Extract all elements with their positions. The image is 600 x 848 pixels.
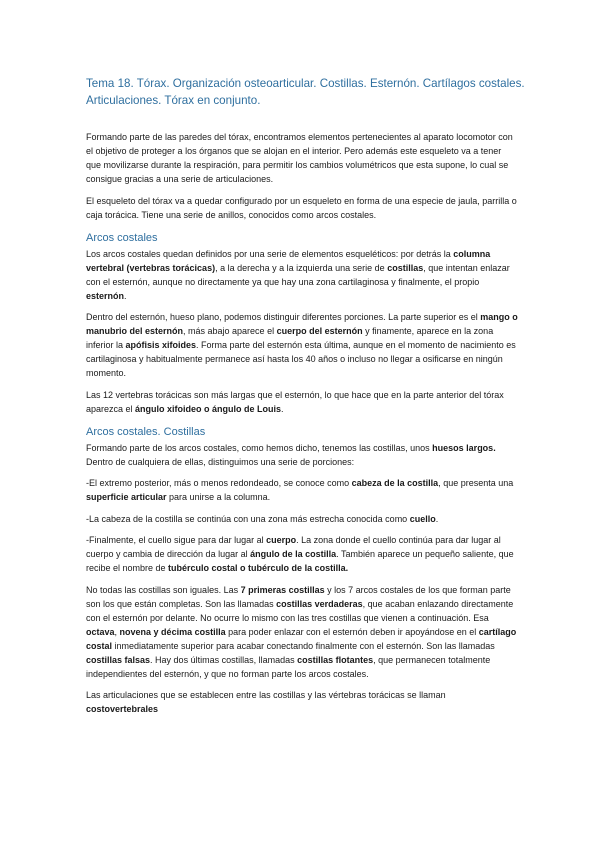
text-run: , que presenta una	[438, 478, 514, 488]
text-run: para unirse a la columna.	[166, 492, 271, 502]
text-run: -La cabeza de la costilla se continúa con una zona más estrecha conocida como	[86, 513, 410, 524]
text-run: -Finalmente, el cuello sigue para dar lugar al	[86, 535, 267, 545]
text-run: Dentro de cualquiera de ellas, distinguimos una serie de porciones:	[86, 456, 355, 467]
text-run: y los 7 arcos costales de los que forman parte son los que están completas. Son las llamadas	[86, 584, 511, 609]
paragraph	[86, 688, 518, 716]
paragraph	[86, 476, 518, 504]
bold-term: cuerpo	[266, 535, 297, 545]
paragraph	[86, 130, 518, 186]
text-run: Las articulaciones que se establecen entre las costillas y las vértebras torácicas se llaman	[86, 690, 446, 700]
bold-term: 7 primeras costillas	[240, 584, 325, 595]
bold-term: cabeza de la costilla	[351, 478, 439, 488]
text-run: . También aparece un pequeño saliente, que recibe el nombre de	[86, 549, 514, 573]
bold-term: tubérculo costal o tubérculo de la costilla.	[168, 563, 349, 573]
paragraph	[86, 533, 518, 575]
text-run: , a la derecha y a la izquierda una serie de	[215, 262, 388, 273]
bold-term: columna vertebral (vertebras torácicas)	[86, 248, 491, 273]
paragraph	[86, 247, 518, 303]
bold-term: esternón	[86, 290, 125, 301]
text-run: El esqueleto del tórax va a quedar configurado por un esqueleto en forma de una especie de jaula, parrilla o caja torácica. Tiene una serie de anillos, conocidos como arcos costales.	[86, 195, 517, 220]
page-title: Tema 18. Tórax. Organización osteoarticular. Costillas. Esternón. Cartílagos costales. Articulaciones. Tórax en conjunto.	[86, 77, 525, 107]
paragraph	[86, 441, 518, 469]
text-run: Las 12 vertebras torácicas son más largas que el esternón, lo que hace que en la parte anterior del tórax aparezca el	[86, 389, 504, 414]
bold-term: costillas verdaderas	[276, 598, 363, 609]
document-body	[86, 130, 518, 724]
text-run: Formando parte de las paredes del tórax, encontramos elementos pertenecientes al aparato locomotor con el objetivo de proteger a los órganos que se alojan en el interior. Pero además este esqueleto va a tener que movilizarse durante la respiración, para permitir los cambios volumétricos que esta supone, lo cual se consigue gracias a una serie de articulaciones.	[86, 132, 513, 184]
text-run: Los arcos costales quedan definidos por una serie de elementos esqueléticos: por detrás la	[86, 248, 454, 259]
section-heading: Arcos costales. Costillas	[86, 425, 206, 438]
text-run: , que permanecen totalmente independientes del esternón, y que no forman parte los arcos costales.	[86, 654, 491, 679]
paragraph	[86, 512, 518, 526]
text-run: . Hay dos últimas costillas, llamadas	[150, 654, 298, 665]
text-run: para poder enlazar con el esternón deben ir apoyándose en el	[225, 626, 479, 637]
bold-term: costillas	[387, 262, 424, 273]
text-run: . La zona donde el cuello continúa para dar lugar al cuerpo y cambia de dirección da lugar al	[86, 535, 501, 559]
paragraph	[86, 388, 518, 416]
text-run: . Forma parte del esternón esta última, aunque en el momento de nacimiento es cartilaginosa y habitualmente permanece así hasta los 40 años o incluso no llegar a osificarse en ningún momento.	[86, 340, 516, 378]
paragraph	[86, 194, 518, 222]
bold-term: octava	[86, 626, 115, 637]
text-run: .	[435, 513, 439, 524]
bold-term: novena y décima costilla	[119, 626, 226, 637]
text-run: .	[124, 290, 127, 301]
text-run: , que acaban enlazando directamente con el esternón por delante. No ocurre lo mismo con las tres costillas que vienen a continuación. Esa	[86, 598, 514, 623]
bold-term: ángulo xifoideo o ángulo de Louis	[135, 403, 282, 414]
bold-term: costillas falsas	[86, 654, 151, 665]
bold-term: costillas flotantes	[297, 654, 374, 665]
bold-term: superficie articular	[86, 492, 167, 502]
bold-term: huesos largos.	[432, 442, 496, 453]
bold-term: cuello	[409, 513, 436, 524]
paragraph	[86, 310, 518, 380]
paragraph	[86, 583, 518, 681]
bold-term: apófisis xifoides	[125, 340, 197, 350]
text-run: Dentro del esternón, hueso plano, podemos distinguir diferentes porciones. La parte superior es el	[86, 312, 481, 322]
bold-term: mango o manubrio del esternón	[86, 312, 518, 336]
text-run: -El extremo posterior, más o menos redondeado, se conoce como	[86, 478, 352, 488]
text-run: inmediatamente superior para acabar conectando finalmente con el esternón. Son las llamadas	[112, 640, 495, 651]
text-run: Formando parte de los arcos costales, como hemos dicho, tenemos las costillas, unos	[86, 442, 433, 453]
bold-term: cartílago costal	[86, 626, 517, 651]
bold-term: costovertebrales	[86, 704, 159, 714]
text-run: , que intentan enlazar con el esternón, aunque no directamente ya que hay una zona cartilaginosa y finalmente, el propio	[86, 262, 510, 287]
bold-term: cuerpo del esternón	[276, 326, 363, 336]
text-run: , más abajo aparece el	[183, 326, 277, 336]
text-run: y finamente, aparece en la zona inferior la	[86, 326, 494, 350]
text-run: .	[281, 403, 284, 414]
bold-term: ángulo de la costilla	[250, 549, 337, 559]
text-run: No todas las costillas son iguales. Las	[86, 584, 241, 595]
section-heading: Arcos costales	[86, 231, 158, 244]
text-run: ,	[114, 626, 120, 637]
